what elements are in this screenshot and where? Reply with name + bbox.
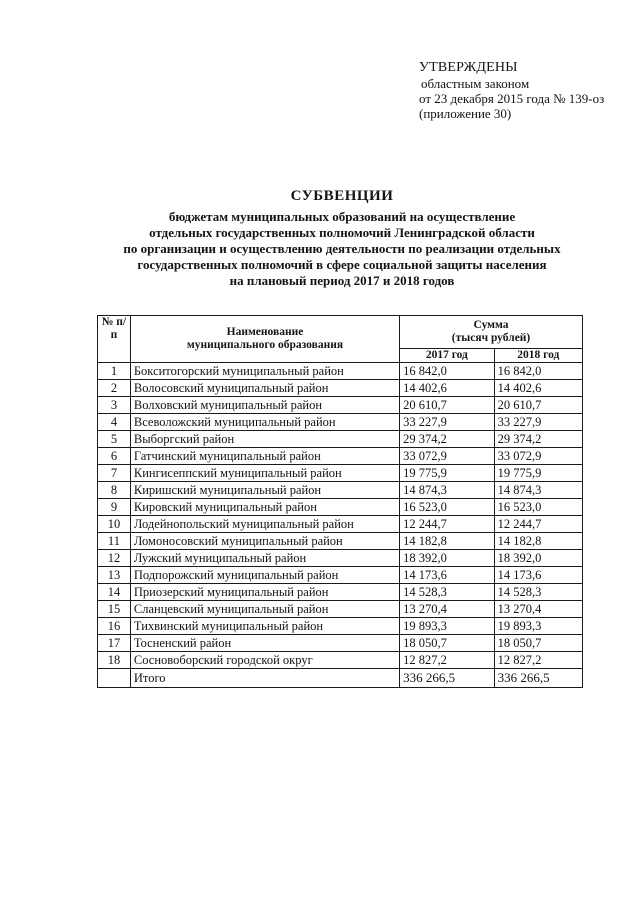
table-row <box>98 448 583 465</box>
header-sum <box>400 316 583 349</box>
municipality-name: Подпорожский муниципальный район <box>130 567 399 584</box>
approval-law-line: областным законом <box>421 76 530 91</box>
amount-2017: 33 227,9 <box>400 414 495 431</box>
amount-2018: 16 842,0 <box>494 363 582 380</box>
title-line: на плановый период 2017 и 2018 годов <box>229 273 455 288</box>
table-row <box>98 499 583 516</box>
municipality-name: Тосненский район <box>130 635 399 652</box>
amount-2018: 20 610,7 <box>494 397 582 414</box>
approval-block <box>419 60 624 121</box>
approval-appendix-line: (приложение 30) <box>419 106 512 121</box>
amount-2017: 29 374,2 <box>400 431 495 448</box>
header-name-line1: Наименование <box>226 326 304 338</box>
amount-2017: 14 173,6 <box>400 567 495 584</box>
total-row <box>98 669 583 688</box>
amount-2018: 12 244,7 <box>494 516 582 533</box>
amount-2017: 18 050,7 <box>400 635 495 652</box>
row-number: 2 <box>98 380 131 397</box>
total-2018: 336 266,5 <box>494 669 582 688</box>
title-line: по организации и осуществлению деятельности по реализации отдельных <box>123 241 561 256</box>
row-number: 14 <box>98 584 131 601</box>
row-number: 6 <box>98 448 131 465</box>
amount-2017: 33 072,9 <box>400 448 495 465</box>
table-row <box>98 414 583 431</box>
amount-2017: 16 523,0 <box>400 499 495 516</box>
amount-2018: 18 392,0 <box>494 550 582 567</box>
table-row <box>98 550 583 567</box>
row-number: 11 <box>98 533 131 550</box>
header-name-line2: муниципального образования <box>186 339 344 351</box>
municipality-name: Бокситогорский муниципальный район <box>130 363 399 380</box>
municipality-name: Лодейнопольский муниципальный район <box>130 516 399 533</box>
document-title <box>90 188 594 289</box>
municipality-name: Кировский муниципальный район <box>130 499 399 516</box>
row-number: 9 <box>98 499 131 516</box>
table-row <box>98 380 583 397</box>
title-main: СУБВЕНЦИИ <box>290 188 394 204</box>
row-number: 5 <box>98 431 131 448</box>
table-row <box>98 652 583 669</box>
approval-date-line: от 23 декабря 2015 года № 139-оз <box>419 91 605 106</box>
municipality-name: Киришский муниципальный район <box>130 482 399 499</box>
row-number: 12 <box>98 550 131 567</box>
row-number: 13 <box>98 567 131 584</box>
amount-2018: 14 182,8 <box>494 533 582 550</box>
title-line: отдельных государственных полномочий Ленинградской области <box>149 225 535 240</box>
header-number: № п/п <box>98 316 131 363</box>
table-row <box>98 618 583 635</box>
amount-2017: 14 874,3 <box>400 482 495 499</box>
row-number: 17 <box>98 635 131 652</box>
header-year-2018: 2018 год <box>494 349 582 363</box>
amount-2017: 12 244,7 <box>400 516 495 533</box>
approval-title: УТВЕРЖДЕНЫ <box>419 60 518 75</box>
municipality-name: Волховский муниципальный район <box>130 397 399 414</box>
amount-2018: 14 528,3 <box>494 584 582 601</box>
table-row <box>98 431 583 448</box>
table-row <box>98 635 583 652</box>
municipality-name: Сланцевский муниципальный район <box>130 601 399 618</box>
municipality-name: Гатчинский муниципальный район <box>130 448 399 465</box>
amount-2017: 19 893,3 <box>400 618 495 635</box>
row-number: 18 <box>98 652 131 669</box>
table-row <box>98 567 583 584</box>
row-number: 16 <box>98 618 131 635</box>
amount-2017: 20 610,7 <box>400 397 495 414</box>
title-line: государственных полномочий в сфере социальной защиты населения <box>137 257 547 272</box>
amount-2018: 19 893,3 <box>494 618 582 635</box>
table-row <box>98 363 583 380</box>
header-sum-line1: Сумма <box>473 319 509 331</box>
municipality-name: Лужский муниципальный район <box>130 550 399 567</box>
table-row <box>98 482 583 499</box>
table-row <box>98 533 583 550</box>
municipality-name: Волосовский муниципальный район <box>130 380 399 397</box>
amount-2018: 33 072,9 <box>494 448 582 465</box>
table-row <box>98 584 583 601</box>
row-number: 1 <box>98 363 131 380</box>
municipality-name: Тихвинский муниципальный район <box>130 618 399 635</box>
header-year-2017: 2017 год <box>400 349 495 363</box>
amount-2018: 16 523,0 <box>494 499 582 516</box>
municipality-name: Ломоносовский муниципальный район <box>130 533 399 550</box>
row-number: 4 <box>98 414 131 431</box>
total-2017: 336 266,5 <box>400 669 495 688</box>
municipality-name: Сосновоборский городской округ <box>130 652 399 669</box>
amount-2018: 14 173,6 <box>494 567 582 584</box>
table-row <box>98 465 583 482</box>
amount-2017: 16 842,0 <box>400 363 495 380</box>
title-line: бюджетам муниципальных образований на осуществление <box>168 209 516 224</box>
subventions-table <box>97 315 583 688</box>
amount-2018: 12 827,2 <box>494 652 582 669</box>
amount-2018: 33 227,9 <box>494 414 582 431</box>
amount-2017: 18 392,0 <box>400 550 495 567</box>
row-number: 7 <box>98 465 131 482</box>
row-number: 8 <box>98 482 131 499</box>
table-row <box>98 516 583 533</box>
amount-2017: 14 528,3 <box>400 584 495 601</box>
municipality-name: Кингисеппский муниципальный район <box>130 465 399 482</box>
header-name <box>130 316 399 363</box>
amount-2018: 14 874,3 <box>494 482 582 499</box>
total-empty-cell <box>98 669 131 688</box>
amount-2018: 14 402,6 <box>494 380 582 397</box>
table-body <box>98 363 583 669</box>
municipality-name: Всеволожский муниципальный район <box>130 414 399 431</box>
amount-2017: 12 827,2 <box>400 652 495 669</box>
amount-2018: 13 270,4 <box>494 601 582 618</box>
amount-2017: 13 270,4 <box>400 601 495 618</box>
row-number: 10 <box>98 516 131 533</box>
header-sum-line2: (тысяч рублей) <box>451 332 531 344</box>
amount-2017: 14 402,6 <box>400 380 495 397</box>
row-number: 15 <box>98 601 131 618</box>
amount-2017: 19 775,9 <box>400 465 495 482</box>
row-number: 3 <box>98 397 131 414</box>
amount-2017: 14 182,8 <box>400 533 495 550</box>
table-row <box>98 397 583 414</box>
table-row <box>98 601 583 618</box>
total-label: Итого <box>130 669 399 688</box>
municipality-name: Выборгский район <box>130 431 399 448</box>
amount-2018: 29 374,2 <box>494 431 582 448</box>
amount-2018: 18 050,7 <box>494 635 582 652</box>
municipality-name: Приозерский муниципальный район <box>130 584 399 601</box>
amount-2018: 19 775,9 <box>494 465 582 482</box>
